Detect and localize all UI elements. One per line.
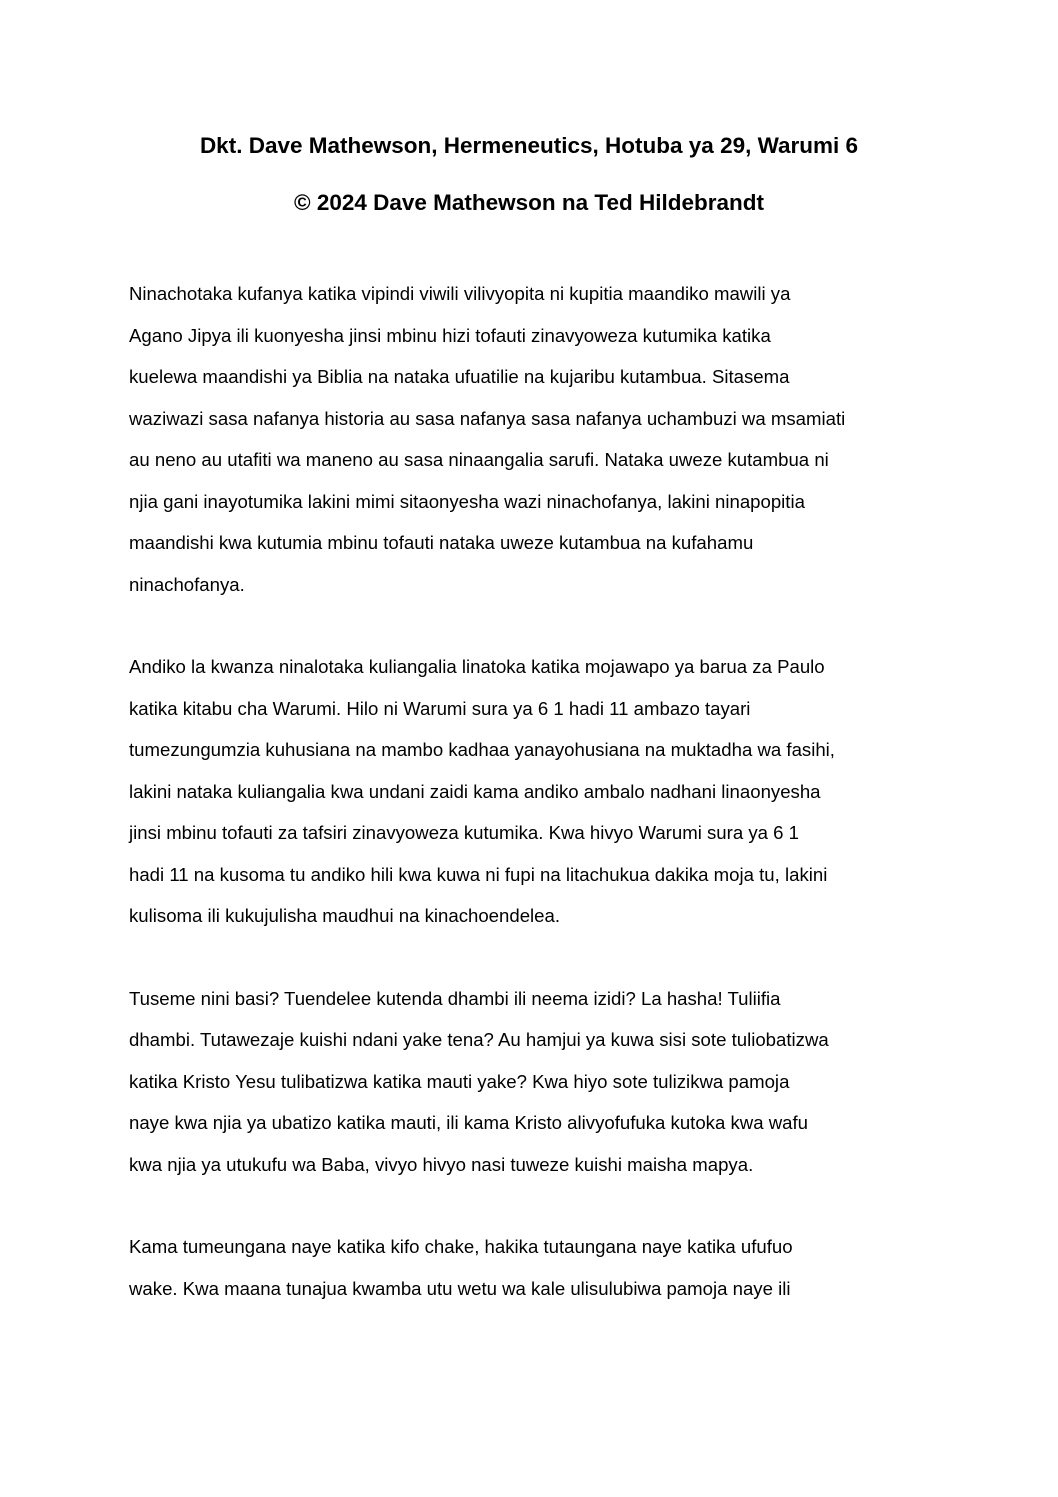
text-line: jinsi mbinu tofauti za tafsiri zinavyoweza kutumika. Kwa hivyo Warumi sura ya 6 1 [129, 822, 799, 843]
text-line: Ninachotaka kufanya katika vipindi viwili vilivyopita ni kupitia maandiko mawili ya [129, 283, 791, 304]
copyright-line: © 2024 Dave Mathewson na Ted Hildebrandt [293, 190, 765, 215]
paragraph-1 [129, 279, 949, 611]
document-title: Dkt. Dave Mathewson, Hermeneutics, Hotuba ya 29, Warumi 6 [199, 133, 859, 158]
text-line: wake. Kwa maana tunajua kwamba utu wetu wa kale ulisulubiwa pamoja naye ili [129, 1277, 791, 1299]
text-line: au neno au utafiti wa maneno au sasa ninaangalia sarufi. Nataka uweze kutambua ni [129, 449, 829, 470]
text-line: Andiko la kwanza ninalotaka kuliangalia linatoka katika mojawapo ya barua za Paulo [129, 656, 825, 677]
document-body [129, 279, 949, 1356]
text-line: maandishi kwa kutumia mbinu tofauti nataka uweze kutambua na kufahamu [129, 532, 754, 553]
text-line: Agano Jipya ili kuonyesha jinsi mbinu hizi tofauti zinavyoweza kutumika katika [129, 324, 771, 346]
text-line: Kama tumeungana naye katika kifo chake, hakika tutaungana naye katika ufufuo [129, 1236, 793, 1257]
text-line: tumezungumzia kuhusiana na mambo kadhaa yanayohusiana na muktadha wa fasihi, [129, 739, 835, 760]
text-line: kuelewa maandishi ya Biblia na nataka ufuatilie na kujaribu kutambua. Sitasema [129, 366, 790, 387]
text-line: ninachofanya. [129, 573, 245, 595]
text-line: naye kwa njia ya ubatizo katika mauti, ili kama Kristo alivyofufuka kutoka kwa wafu [129, 1112, 808, 1133]
text-line: kulisoma ili kukujulisha maudhui na kinachoendelea. [129, 905, 561, 926]
paragraph-3 [129, 984, 949, 1192]
text-line: njia gani inayotumika lakini mimi sitaonyesha wazi ninachofanya, lakini ninapopitia [129, 490, 805, 512]
paragraph-2 [129, 652, 949, 943]
text-line: hadi 11 na kusoma tu andiko hili kwa kuwa ni fupi na litachukua dakika moja tu, lakini [129, 863, 828, 885]
text-line: waziwazi sasa nafanya historia au sasa nafanya sasa nafanya uchambuzi wa msamiati [129, 407, 846, 429]
text-line: Tuseme nini basi? Tuendelee kutenda dhambi ili neema izidi? La hasha! Tuliifia [129, 987, 781, 1009]
text-line: lakini nataka kuliangalia kwa undani zaidi kama andiko ambalo nadhani linaonyesha [129, 780, 821, 802]
text-line: dhambi. Tutawezaje kuishi ndani yake tena? Au hamjui ya kuwa sisi sote tuliobatizwa [129, 1029, 829, 1050]
text-line: kwa njia ya utukufu wa Baba, vivyo hivyo nasi tuweze kuishi maisha mapya. [129, 1153, 754, 1175]
text-line: katika Kristo Yesu tulibatizwa katika mauti yake? Kwa hiyo sote tulizikwa pamoja [129, 1070, 790, 1092]
text-line: katika kitabu cha Warumi. Hilo ni Warumi sura ya 6 1 hadi 11 ambazo tayari [129, 697, 751, 719]
paragraph-4 [129, 1232, 949, 1315]
